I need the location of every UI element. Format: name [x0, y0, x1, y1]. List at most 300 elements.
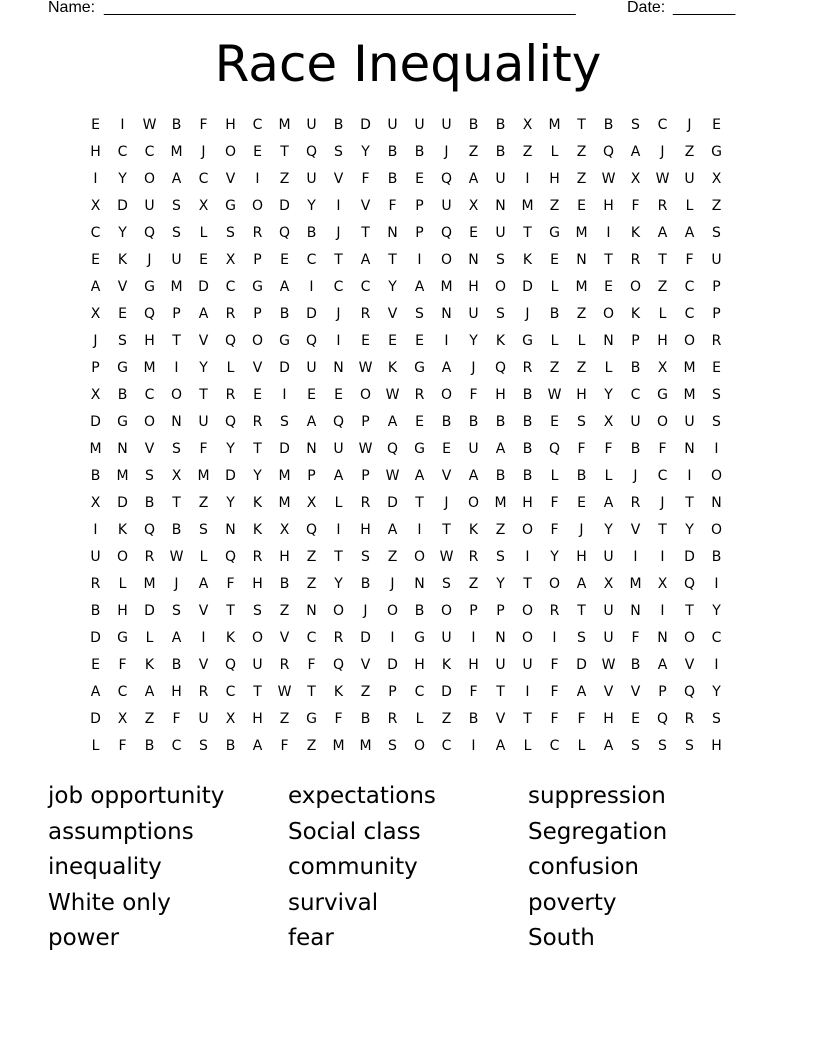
grid-letter: P	[496, 602, 505, 619]
grid-letter: B	[495, 116, 506, 133]
grid-letter: H	[522, 494, 533, 511]
grid-letter: B	[630, 359, 641, 376]
grid-letter: Q	[143, 224, 156, 241]
grid-letter: I	[471, 737, 476, 754]
grid-letter: E	[253, 143, 262, 160]
grid-letter: P	[415, 197, 424, 214]
grid-letter: W	[358, 359, 373, 376]
grid-letter: T	[415, 494, 424, 511]
grid-letter: H	[603, 710, 614, 727]
grid-letter: O	[548, 575, 561, 592]
grid-letter: U	[603, 602, 614, 619]
grid-letter: R	[360, 494, 371, 511]
grid-letter: Y	[712, 683, 721, 700]
grid-letter: D	[387, 656, 398, 673]
grid-letter: N	[333, 359, 344, 376]
grid-letter: I	[417, 521, 422, 538]
grid-letter: O	[413, 737, 426, 754]
grid-letter: E	[442, 440, 451, 457]
grid-letter: T	[523, 575, 532, 592]
grid-letter: J	[336, 224, 341, 241]
grid-letter: B	[414, 602, 425, 619]
grid-letter: H	[468, 656, 479, 673]
grid-letter: L	[415, 710, 424, 727]
date-field[interactable]: _______	[673, 0, 736, 16]
grid-letter: C	[225, 278, 236, 295]
grid-letter: M	[575, 224, 588, 241]
grid-letter: N	[576, 251, 587, 268]
grid-letter: F	[685, 251, 694, 268]
grid-letter: F	[469, 386, 478, 403]
grid-letter: N	[171, 413, 182, 430]
grid-letter: B	[90, 467, 101, 484]
grid-letter: C	[117, 143, 128, 160]
grid-letter: M	[683, 386, 696, 403]
grid-letter: H	[117, 602, 128, 619]
grid-letter: Q	[386, 440, 399, 457]
grid-letter: I	[120, 116, 125, 133]
grid-letter: D	[279, 197, 290, 214]
grid-letter: R	[684, 710, 695, 727]
grid-letter: E	[361, 332, 370, 349]
grid-letter: E	[469, 224, 478, 241]
grid-letter: A	[630, 143, 641, 160]
grid-letter: K	[630, 224, 641, 241]
grid-letter: Z	[306, 575, 317, 592]
grid-letter: S	[712, 413, 721, 430]
grid-letter: B	[441, 413, 452, 430]
grid-letter: O	[521, 521, 534, 538]
grid-letter: I	[525, 548, 530, 565]
grid-letter: O	[413, 548, 426, 565]
grid-letter: E	[280, 251, 289, 268]
grid-letter: I	[687, 467, 692, 484]
grid-letter: O	[440, 386, 453, 403]
grid-letter: F	[550, 710, 559, 727]
word-list-item: expectations	[288, 783, 436, 809]
grid-letter: G	[144, 278, 155, 295]
grid-letter: I	[174, 359, 179, 376]
word-list-item: Social class	[288, 818, 421, 845]
grid-letter: T	[334, 251, 343, 268]
grid-letter: N	[603, 332, 614, 349]
grid-letter: V	[144, 440, 155, 457]
grid-letter: R	[387, 710, 398, 727]
grid-letter: N	[495, 629, 506, 646]
grid-letter: M	[359, 737, 372, 754]
grid-letter: B	[522, 467, 533, 484]
grid-letter: T	[604, 251, 613, 268]
grid-letter: P	[388, 683, 397, 700]
grid-letter: I	[93, 170, 98, 187]
grid-letter: Q	[278, 224, 291, 241]
word-list-item: poverty	[528, 889, 617, 916]
grid-letter: P	[415, 224, 424, 241]
grid-letter: C	[630, 386, 641, 403]
grid-letter: Q	[332, 656, 345, 673]
grid-letter: J	[444, 143, 449, 160]
grid-letter: Z	[279, 602, 290, 619]
grid-letter: C	[306, 629, 317, 646]
grid-letter: S	[334, 143, 343, 160]
grid-letter: T	[523, 710, 532, 727]
grid-letter: K	[252, 521, 263, 538]
grid-letter: P	[658, 683, 667, 700]
grid-letter: K	[387, 359, 398, 376]
grid-letter: R	[279, 656, 290, 673]
grid-letter: I	[390, 629, 395, 646]
grid-letter: M	[494, 494, 507, 511]
grid-letter: H	[171, 683, 182, 700]
grid-letter: Y	[226, 494, 235, 511]
grid-letter: I	[93, 521, 98, 538]
word-list-item: South	[528, 925, 595, 952]
grid-letter: U	[495, 656, 506, 673]
grid-letter: Q	[143, 305, 156, 322]
grid-letter: P	[469, 602, 478, 619]
grid-letter: E	[91, 116, 100, 133]
grid-letter: I	[714, 656, 719, 673]
grid-letter: V	[198, 332, 209, 349]
grid-letter: B	[711, 548, 722, 565]
grid-letter: S	[415, 305, 424, 322]
grid-letter: S	[172, 440, 181, 457]
grid-letter: Z	[279, 170, 290, 187]
grid-letter: R	[252, 413, 263, 430]
grid-letter: A	[198, 305, 209, 322]
grid-letter: M	[197, 467, 210, 484]
grid-letter: A	[144, 683, 155, 700]
grid-letter: Y	[361, 143, 370, 160]
grid-letter: K	[468, 521, 479, 538]
grid-letter: B	[306, 224, 317, 241]
grid-letter: M	[575, 278, 588, 295]
word-search-grid	[82, 111, 730, 759]
grid-letter: Z	[441, 710, 452, 727]
grid-letter: O	[386, 602, 399, 619]
grid-letter: B	[630, 656, 641, 673]
grid-letter: L	[523, 737, 532, 754]
grid-letter: F	[577, 710, 586, 727]
grid-letter: L	[199, 224, 208, 241]
grid-letter: L	[550, 278, 559, 295]
grid-letter: P	[307, 467, 316, 484]
grid-letter: O	[143, 413, 156, 430]
word-list-item: confusion	[528, 854, 639, 881]
grid-letter: P	[91, 359, 100, 376]
grid-letter: Y	[226, 440, 235, 457]
grid-letter: V	[495, 710, 506, 727]
grid-letter: I	[201, 629, 206, 646]
grid-letter: T	[523, 224, 532, 241]
grid-letter: O	[521, 602, 534, 619]
grid-letter: T	[172, 332, 181, 349]
grid-letter: O	[170, 386, 183, 403]
date-label: Date:	[627, 0, 666, 16]
grid-letter: G	[414, 359, 425, 376]
grid-letter: F	[658, 440, 667, 457]
grid-letter: Z	[576, 170, 587, 187]
grid-letter: E	[388, 332, 397, 349]
grid-letter: F	[118, 737, 127, 754]
grid-letter: H	[495, 386, 506, 403]
grid-letter: X	[90, 386, 101, 403]
grid-letter: R	[225, 305, 236, 322]
grid-letter: B	[387, 170, 398, 187]
grid-letter: O	[521, 629, 534, 646]
grid-letter: A	[198, 575, 209, 592]
grid-letter: L	[604, 467, 613, 484]
grid-letter: R	[360, 305, 371, 322]
grid-letter: G	[117, 413, 128, 430]
grid-letter: C	[117, 683, 128, 700]
grid-letter: D	[90, 629, 101, 646]
grid-letter: X	[657, 575, 668, 592]
grid-letter: P	[172, 305, 181, 322]
grid-letter: P	[253, 251, 262, 268]
grid-letter: E	[118, 305, 127, 322]
grid-letter: X	[711, 170, 722, 187]
grid-letter: I	[417, 251, 422, 268]
grid-letter: J	[336, 305, 341, 322]
grid-letter: V	[360, 656, 371, 673]
grid-letter: V	[198, 602, 209, 619]
grid-letter: O	[710, 521, 723, 538]
grid-letter: A	[576, 683, 587, 700]
grid-letter: X	[603, 575, 614, 592]
grid-letter: Q	[305, 143, 318, 160]
grid-letter: E	[91, 251, 100, 268]
grid-letter: C	[225, 683, 236, 700]
grid-letter: S	[226, 224, 235, 241]
grid-letter: E	[199, 251, 208, 268]
grid-letter: J	[93, 332, 98, 349]
grid-letter: S	[172, 602, 181, 619]
grid-letter: K	[252, 494, 263, 511]
grid-letter: V	[198, 656, 209, 673]
grid-letter: M	[332, 737, 345, 754]
grid-letter: B	[90, 602, 101, 619]
grid-letter: Y	[496, 575, 505, 592]
grid-letter: A	[657, 656, 668, 673]
grid-letter: O	[494, 278, 507, 295]
grid-letter: U	[603, 629, 614, 646]
grid-letter: I	[309, 278, 314, 295]
grid-letter: S	[496, 251, 505, 268]
grid-letter: X	[117, 710, 128, 727]
grid-letter: F	[550, 683, 559, 700]
grid-letter: R	[630, 251, 641, 268]
grid-letter: L	[550, 143, 559, 160]
grid-letter: O	[359, 386, 372, 403]
grid-letter: Q	[224, 548, 237, 565]
grid-letter: U	[144, 197, 155, 214]
grid-letter: Z	[198, 494, 209, 511]
grid-letter: N	[711, 494, 722, 511]
grid-letter: I	[714, 575, 719, 592]
grid-letter: Y	[118, 224, 127, 241]
grid-letter: U	[90, 548, 101, 565]
grid-letter: K	[441, 656, 452, 673]
grid-letter: R	[711, 332, 722, 349]
grid-letter: B	[333, 116, 344, 133]
grid-letter: A	[171, 629, 182, 646]
grid-letter: Q	[143, 521, 156, 538]
grid-letter: Q	[305, 332, 318, 349]
grid-letter: J	[201, 143, 206, 160]
grid-letter: O	[467, 494, 480, 511]
grid-letter: A	[90, 683, 101, 700]
grid-letter: O	[116, 548, 129, 565]
grid-letter: G	[306, 710, 317, 727]
grid-letter: S	[658, 737, 667, 754]
grid-letter: T	[496, 683, 505, 700]
grid-letter: A	[387, 413, 398, 430]
grid-letter: X	[90, 305, 101, 322]
grid-letter: X	[171, 467, 182, 484]
word-list-item: White only	[48, 889, 171, 916]
grid-letter: U	[306, 116, 317, 133]
grid-letter: U	[387, 116, 398, 133]
grid-letter: N	[306, 440, 317, 457]
grid-letter: T	[199, 386, 208, 403]
grid-letter: U	[495, 170, 506, 187]
grid-letter: E	[712, 359, 721, 376]
grid-letter: S	[442, 575, 451, 592]
grid-letter: G	[117, 629, 128, 646]
grid-letter: D	[684, 548, 695, 565]
grid-letter: O	[629, 278, 642, 295]
grid-letter: W	[169, 548, 184, 565]
grid-letter: A	[252, 737, 263, 754]
grid-letter: S	[172, 197, 181, 214]
grid-letter: G	[225, 197, 236, 214]
grid-letter: U	[684, 170, 695, 187]
grid-letter: O	[143, 170, 156, 187]
grid-letter: V	[117, 278, 128, 295]
grid-letter: Y	[253, 467, 262, 484]
grid-letter: A	[171, 170, 182, 187]
grid-letter: G	[657, 386, 668, 403]
grid-letter: C	[171, 737, 182, 754]
grid-letter: Q	[440, 224, 453, 241]
grid-letter: H	[414, 656, 425, 673]
grid-letter: L	[226, 359, 235, 376]
grid-letter: J	[147, 251, 152, 268]
grid-letter: D	[90, 710, 101, 727]
grid-letter: W	[439, 548, 454, 565]
grid-letter: N	[657, 629, 668, 646]
grid-letter: R	[252, 224, 263, 241]
name-field[interactable]: _____________________________________________________	[104, 0, 576, 16]
grid-letter: F	[550, 656, 559, 673]
grid-letter: U	[495, 224, 506, 241]
grid-letter: C	[198, 170, 209, 187]
grid-letter: G	[117, 359, 128, 376]
grid-letter: F	[172, 710, 181, 727]
grid-letter: D	[144, 602, 155, 619]
grid-letter: V	[225, 170, 236, 187]
grid-letter: L	[550, 467, 559, 484]
grid-letter: U	[441, 197, 452, 214]
grid-letter: B	[171, 116, 182, 133]
grid-letter: L	[577, 737, 586, 754]
grid-letter: C	[414, 683, 425, 700]
grid-letter: C	[333, 278, 344, 295]
grid-letter: O	[332, 602, 345, 619]
grid-letter: U	[198, 710, 209, 727]
grid-letter: S	[631, 737, 640, 754]
grid-letter: U	[333, 440, 344, 457]
grid-letter: Z	[360, 683, 371, 700]
grid-letter: U	[603, 548, 614, 565]
grid-letter: U	[630, 413, 641, 430]
grid-letter: S	[199, 737, 208, 754]
grid-letter: F	[631, 629, 640, 646]
grid-letter: S	[577, 413, 586, 430]
grid-letter: J	[390, 575, 395, 592]
grid-letter: N	[630, 602, 641, 619]
grid-letter: C	[252, 116, 263, 133]
grid-letter: J	[660, 494, 665, 511]
grid-letter: P	[361, 467, 370, 484]
grid-letter: I	[282, 386, 287, 403]
grid-letter: X	[90, 197, 101, 214]
grid-letter: F	[604, 440, 613, 457]
grid-letter: K	[117, 521, 128, 538]
grid-letter: N	[495, 197, 506, 214]
grid-letter: W	[601, 170, 616, 187]
grid-letter: Z	[144, 710, 155, 727]
grid-letter: N	[684, 440, 695, 457]
grid-letter: A	[468, 467, 479, 484]
grid-letter: J	[363, 602, 368, 619]
grid-letter: E	[307, 386, 316, 403]
word-list-item: Segregation	[528, 818, 668, 845]
grid-letter: J	[174, 575, 179, 592]
grid-letter: P	[712, 305, 721, 322]
grid-letter: X	[279, 521, 290, 538]
grid-letter: Y	[712, 602, 721, 619]
grid-letter: T	[685, 602, 694, 619]
grid-letter: N	[117, 440, 128, 457]
grid-letter: I	[660, 548, 665, 565]
grid-letter: L	[685, 197, 694, 214]
grid-letter: G	[414, 440, 425, 457]
grid-letter: M	[629, 575, 642, 592]
grid-letter: Z	[387, 548, 398, 565]
grid-letter: C	[306, 251, 317, 268]
grid-letter: S	[172, 224, 181, 241]
word-list-item: assumptions	[48, 818, 194, 845]
grid-letter: I	[633, 548, 638, 565]
grid-letter: A	[603, 737, 614, 754]
grid-letter: R	[225, 386, 236, 403]
grid-letter: M	[143, 575, 156, 592]
grid-letter: U	[468, 305, 479, 322]
grid-letter: L	[604, 359, 613, 376]
grid-letter: D	[279, 440, 290, 457]
grid-letter: N	[306, 602, 317, 619]
grid-letter: Q	[683, 683, 696, 700]
grid-letter: M	[278, 494, 291, 511]
grid-letter: F	[226, 575, 235, 592]
grid-letter: Q	[440, 170, 453, 187]
grid-letter: O	[251, 629, 264, 646]
grid-letter: D	[360, 116, 371, 133]
grid-letter: O	[251, 197, 264, 214]
grid-letter: S	[712, 710, 721, 727]
